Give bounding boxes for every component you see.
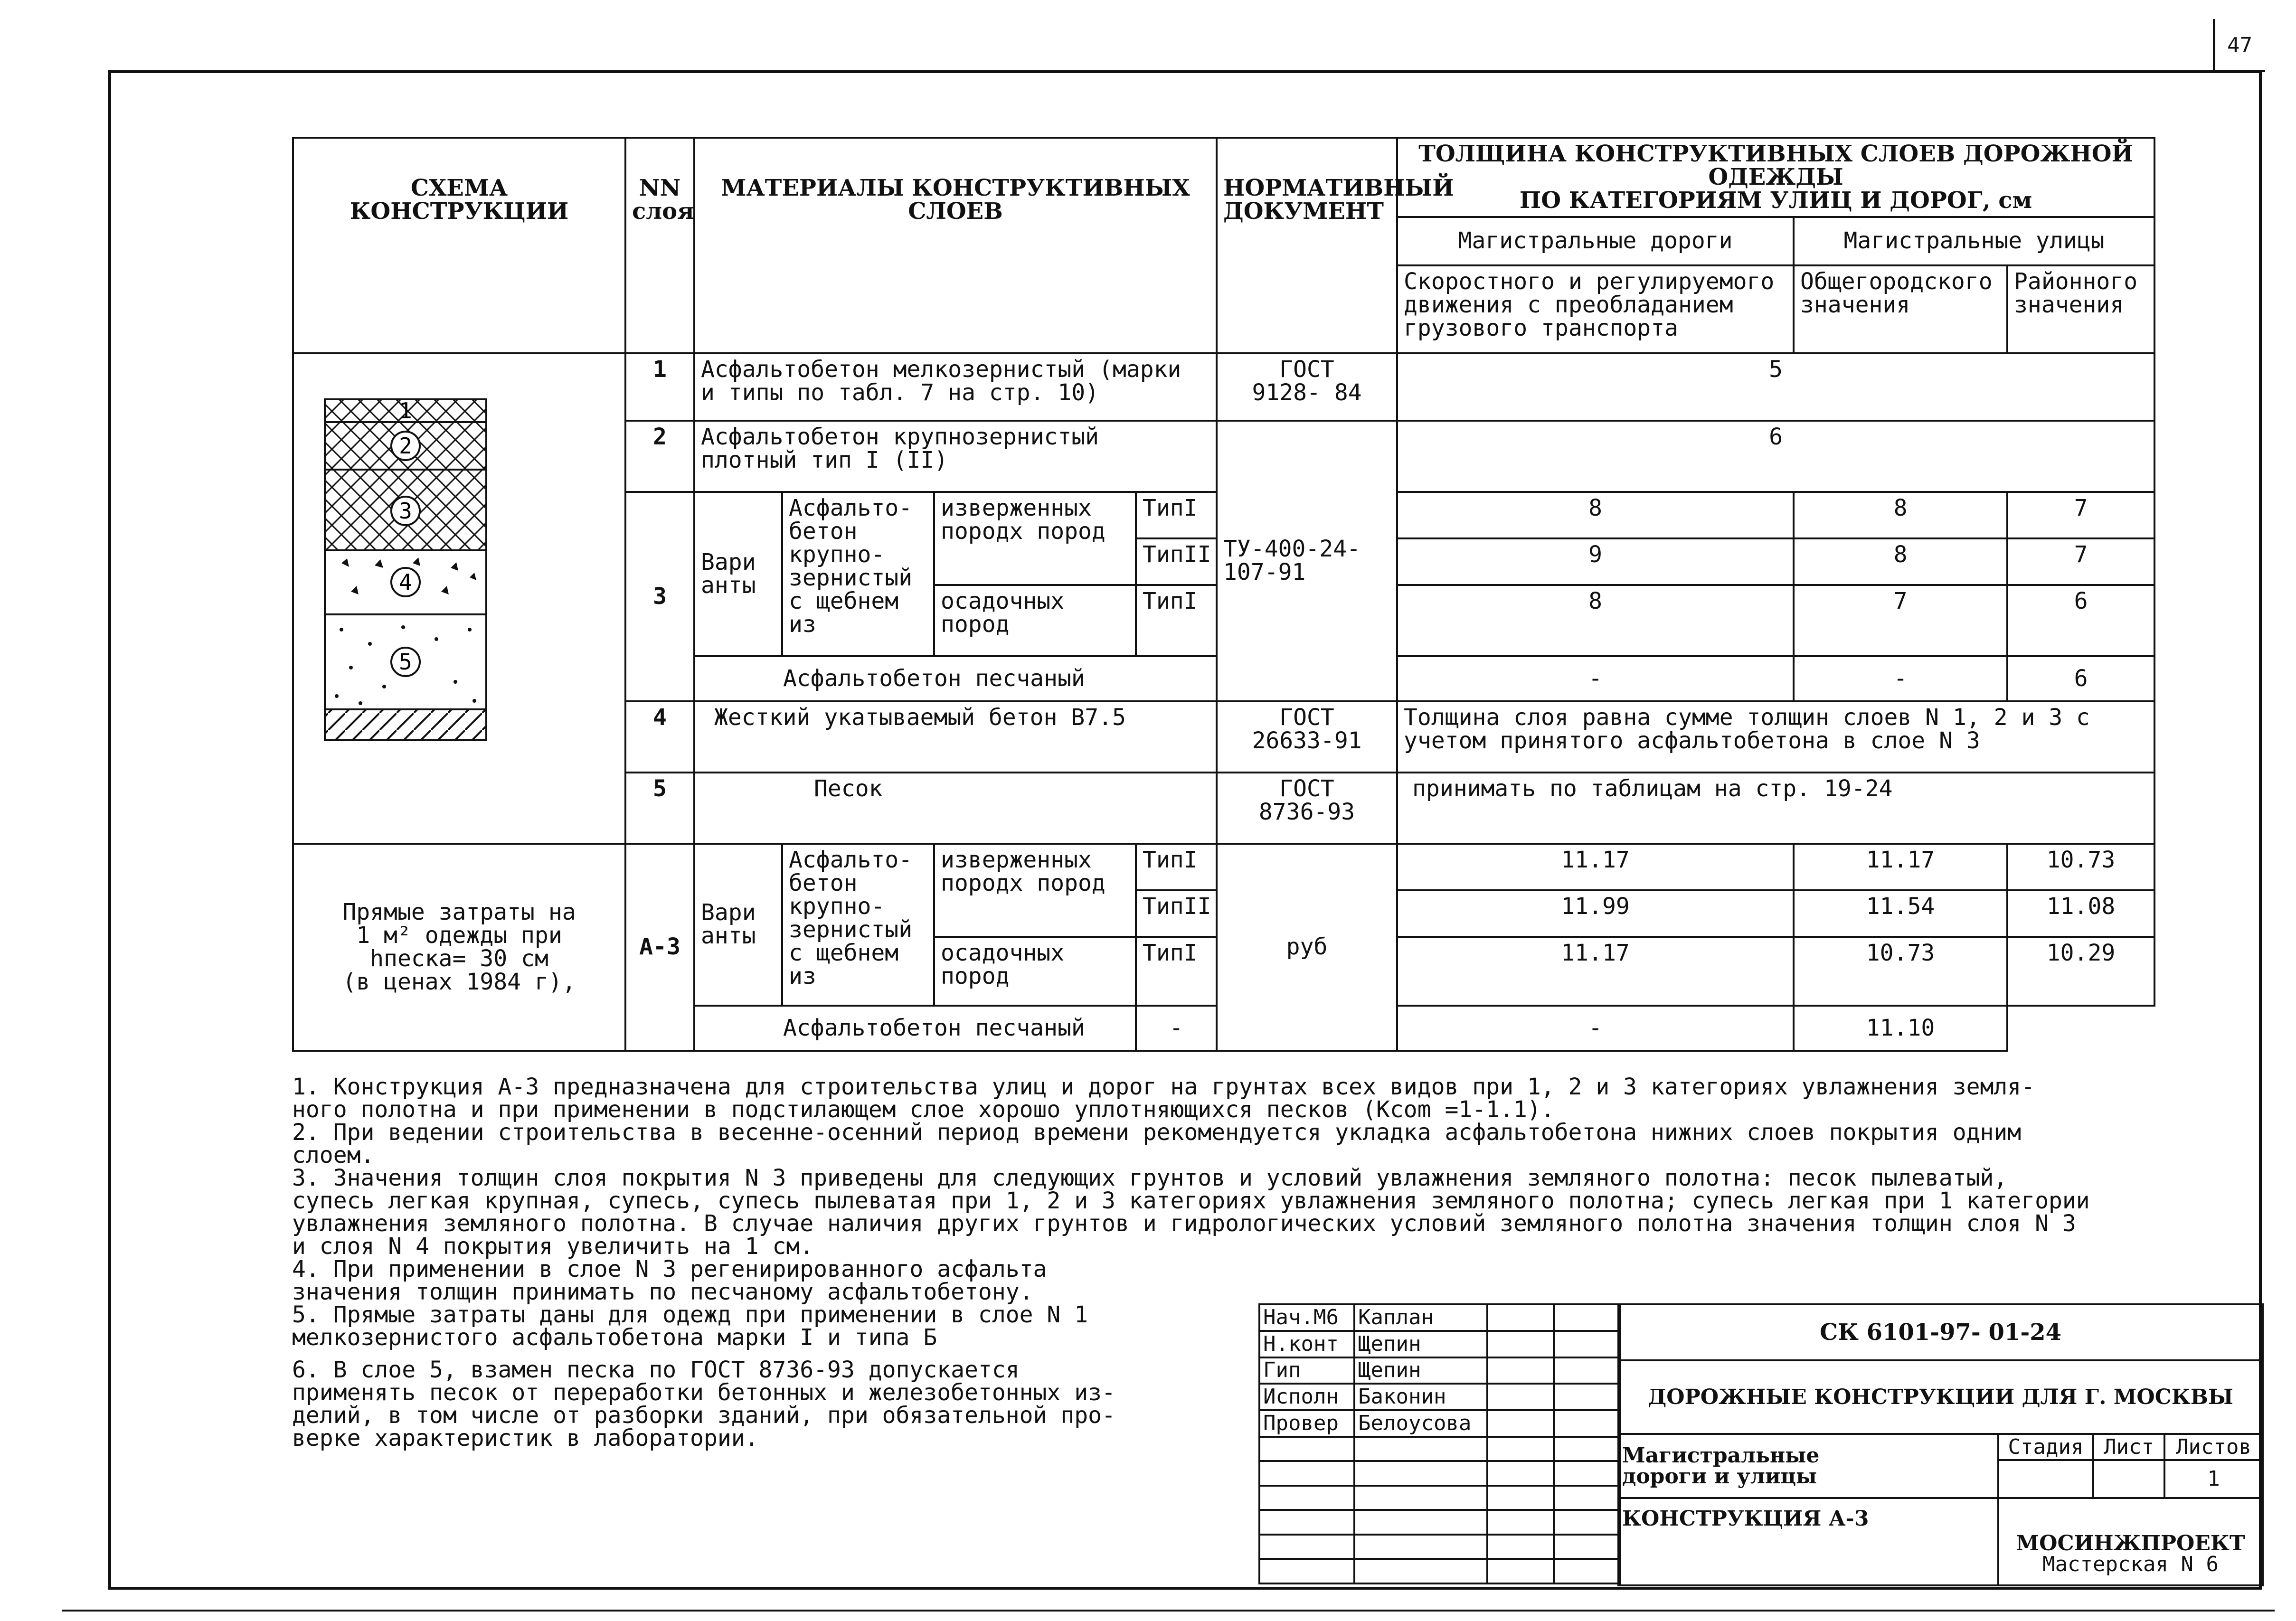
layer-3-sedimentary: осадочных пород bbox=[934, 585, 1136, 656]
signature-1 bbox=[1487, 1304, 1554, 1331]
cost-r3-city: 10.73 bbox=[1794, 937, 2007, 1006]
layer-1-no: 1 bbox=[625, 353, 694, 421]
cost-type-1: ТипI bbox=[1136, 844, 1217, 890]
header-col-fast: Скоростного и регулируемого движения с преобладанием грузового транспорта bbox=[1397, 265, 1794, 353]
note-6: 6. В слое 5, взамен песка по ГОСТ 8736-93 допускается применять песок от переработки бетонных и железобетонных из- делий, в том числе от разборки зданий, при обязательной про- верке характеристик в лаборатории. bbox=[292, 1357, 1115, 1451]
layer-5-doc: ГОСТ 8736-93 bbox=[1217, 773, 1397, 844]
layer-1-doc: ГОСТ 9128- 84 bbox=[1217, 353, 1397, 421]
layer-3-r4-fast: - bbox=[1397, 656, 1794, 701]
header-thickness: ТОЛЩИНА КОНСТРУКТИВНЫХ СЛОЕВ ДОРОЖНОЙ ОДЕЖДЫ ПО КАТЕГОРИЯМ УЛИЦ И ДОРОГ, см bbox=[1397, 138, 2154, 217]
cost-r2-district: 11.08 bbox=[2007, 890, 2154, 937]
workshop-name: Мастерская N 6 bbox=[2042, 1552, 2219, 1576]
cost-r4-district: 11.10 bbox=[1794, 1006, 2007, 1051]
cost-r4-fast: - bbox=[1136, 1006, 1217, 1051]
signature-grid bbox=[1258, 1303, 1621, 1584]
cost-r1-district: 10.73 bbox=[2007, 844, 2154, 890]
note-5: 5. Прямые затраты даны для одежд при применении в слое N 1 мелкозернистого асфальтобетона марки I и типа Б bbox=[292, 1301, 1088, 1351]
header-main-streets: Магистральные улицы bbox=[1794, 217, 2154, 265]
cost-r4-city: - bbox=[1397, 1006, 1794, 1051]
scheme-label-3: 3 bbox=[399, 498, 412, 524]
header-layer-no: NN слоя bbox=[625, 138, 694, 353]
cost-variants: Вари анты bbox=[694, 844, 782, 1006]
layer-3-asphalt: Асфальто- бетон крупно- зернистый с щебнем из bbox=[782, 492, 934, 656]
layer-4-material: Жесткий укатываемый бетон В7.5 bbox=[694, 701, 1217, 773]
sheets-value: 1 bbox=[2164, 1460, 2263, 1498]
cost-r3-fast: 11.17 bbox=[1397, 937, 1794, 1006]
layer-3-type-1: ТипI bbox=[1136, 492, 1217, 538]
layer-3-r2-city: 8 bbox=[1794, 538, 2007, 585]
layer-3-type-2: ТипII bbox=[1136, 538, 1217, 585]
cost-sand-asphalt: Асфальтобетон песчаный bbox=[694, 1006, 1136, 1051]
role-2: Н.конт bbox=[1259, 1331, 1354, 1357]
layer-3-sand-asphalt: Асфальтобетон песчаный bbox=[694, 656, 1217, 701]
layer-5-no: 5 bbox=[625, 773, 694, 844]
name-3: Щепин bbox=[1354, 1357, 1487, 1384]
cost-igneous: изверженных породх пород bbox=[934, 844, 1136, 937]
layer-1-thickness: 5 bbox=[1397, 353, 2154, 421]
layer-3-r3-district: 6 bbox=[2007, 585, 2154, 656]
stage-value bbox=[1998, 1460, 2093, 1498]
layer-3-igneous: изверженных породх пород bbox=[934, 492, 1136, 585]
drawing-title: ДОРОЖНЫЕ КОНСТРУКЦИИ ДЛЯ Г. МОСКВЫ bbox=[1618, 1360, 2263, 1434]
page-number: 47 bbox=[2227, 33, 2252, 57]
role-4: Исполн bbox=[1259, 1384, 1354, 1410]
cost-r1-fast: 11.17 bbox=[1397, 844, 1794, 890]
layer-3-r2-fast: 9 bbox=[1397, 538, 1794, 585]
layer-2-thickness: 6 bbox=[1397, 421, 2154, 492]
header-materials: МАТЕРИАЛЫ КОНСТРУКТИВНЫХ СЛОЕВ bbox=[694, 138, 1217, 353]
header-col-district: Районного значения bbox=[2007, 265, 2154, 353]
layer-3-no: 3 bbox=[625, 492, 694, 701]
layer-3-r3-city: 7 bbox=[1794, 585, 2007, 656]
scheme-label-4: 4 bbox=[399, 569, 412, 595]
stage-label: Стадия bbox=[1998, 1434, 2093, 1460]
scheme-label-2: 2 bbox=[399, 433, 412, 459]
note-3: 3. Значения толщин слоя покрытия N 3 приведены для следующих грунтов и условий увлажнения земляного полотна: песок пылеватый, супесь легкая крупная, супесь, супесь пылеватая при 1, 2 и 3 категориях увлажнения земляного полотна; супесь легкая при 1 категории увлажнения земляного полотна. В случае наличия других грунтов и гидрологических условий земляного полотна значения толщин слоя N 3 и слоя N 4 покрытия увеличить на 1 см. bbox=[292, 1165, 2090, 1260]
cost-sedimentary: осадочных пород bbox=[934, 937, 1136, 1006]
signature-3 bbox=[1487, 1357, 1554, 1384]
layer-4-doc: ГОСТ 26633-91 bbox=[1217, 701, 1397, 773]
layer-3-r1-district: 7 bbox=[2007, 492, 2154, 538]
organization-name: МОСИНЖПРОЕКТ bbox=[2016, 1531, 2245, 1555]
layer-4-thickness: Толщина слоя равна сумме толщин слоев N 1, 2 и 3 с учетом принятого асфальтобетона в слое N 3 bbox=[1397, 701, 2154, 773]
layer-3-type-3: ТипI bbox=[1136, 585, 1217, 656]
layer-3-r1-city: 8 bbox=[1794, 492, 2007, 538]
cost-r1-city: 11.17 bbox=[1794, 844, 2007, 890]
layer-4-no: 4 bbox=[625, 701, 694, 773]
layer-3-r1-fast: 8 bbox=[1397, 492, 1794, 538]
sheets-label: Листов bbox=[2164, 1434, 2263, 1460]
layer-3-doc: ТУ-400-24- 107-91 bbox=[1217, 421, 1397, 701]
cost-type-2: ТипII bbox=[1136, 890, 1217, 937]
name-5: Белоусова bbox=[1354, 1410, 1487, 1437]
construction-scheme-cell bbox=[293, 353, 625, 844]
header-col-city: Общегородского значения bbox=[1794, 265, 2007, 353]
layer-5-material: Песок bbox=[694, 773, 1217, 844]
organization-cell bbox=[1998, 1498, 2263, 1585]
note-2: 2. При ведении строительства в весенне-осенний период времени рекомендуется укладка асфальтобетона нижних слоев покрытия одним слоем. bbox=[292, 1119, 2022, 1169]
drawing-code: СК 6101-97- 01-24 bbox=[1618, 1304, 2263, 1360]
cost-r2-fast: 11.99 bbox=[1397, 890, 1794, 937]
note-1: 1. Конструкция А-3 предназначена для строительства улиц и дорог на грунтах всех видов при 1, 2 и 3 категориях увлажнения земля- ного полотна и при применении в подстилающем слое хорошо уплотняющихся песков (Ксоm =1-1.1). bbox=[292, 1074, 2035, 1123]
signature-4 bbox=[1487, 1384, 1554, 1410]
cost-type-3: ТипI bbox=[1136, 937, 1217, 1006]
cost-label: Прямые затраты на 1 м² одежды при hпеска= 30 см (в ценах 1984 г), bbox=[293, 844, 625, 1051]
layer-3-r3-fast: 8 bbox=[1397, 585, 1794, 656]
signature-5 bbox=[1487, 1410, 1554, 1437]
name-1: Каплан bbox=[1354, 1304, 1487, 1331]
sheet-label: Лист bbox=[2093, 1434, 2164, 1460]
role-3: Гип bbox=[1259, 1357, 1354, 1384]
layer-2-material: Асфальтобетон крупнозернистый плотный тип I (II) bbox=[694, 421, 1217, 492]
layer-3-r2-district: 7 bbox=[2007, 538, 2154, 585]
cost-asphalt: Асфальто- бетон крупно- зернистый с щебнем из bbox=[782, 844, 934, 1006]
title-block bbox=[1617, 1303, 2264, 1586]
cost-r2-city: 11.54 bbox=[1794, 890, 2007, 937]
header-main-roads: Магистральные дороги bbox=[1397, 217, 1794, 265]
layer-3-variants: Вари анты bbox=[694, 492, 782, 656]
cost-construction-no: А-3 bbox=[625, 844, 694, 1051]
scheme-label-5: 5 bbox=[399, 649, 412, 675]
layer-2-no: 2 bbox=[625, 421, 694, 492]
role-1: Нач.М6 bbox=[1259, 1304, 1354, 1331]
layer-5-thickness: принимать по таблицам на стр. 19-24 bbox=[1397, 773, 2154, 844]
scheme-label-1: 1 bbox=[399, 397, 412, 424]
name-4: Баконин bbox=[1354, 1384, 1487, 1410]
construction-scheme-diagram bbox=[294, 354, 626, 772]
cost-unit: руб bbox=[1217, 844, 1397, 1051]
sheet-value bbox=[2093, 1460, 2164, 1498]
header-norm-doc: НОРМАТИВНЫЙ ДОКУМЕНТ bbox=[1217, 138, 1397, 353]
signature-2 bbox=[1487, 1331, 1554, 1357]
layer-1-material: Асфальтобетон мелкозернистый (марки и типы по табл. 7 на стр. 10) bbox=[694, 353, 1217, 421]
layer-3-r4-city: - bbox=[1794, 656, 2007, 701]
note-4: 4. При применении в слое N 3 регенирированного асфальта значения толщин принимать по песчаному асфальтобетону. bbox=[292, 1256, 1047, 1305]
bottom-rule bbox=[62, 1610, 2275, 1612]
header-scheme: СХЕМА КОНСТРУКЦИИ bbox=[293, 138, 625, 353]
drawing-subject: Магистральные дороги и улицы bbox=[1618, 1434, 1998, 1498]
layer-3-r4-district: 6 bbox=[2007, 656, 2154, 701]
construction-name: КОНСТРУКЦИЯ А-3 bbox=[1618, 1498, 1998, 1585]
layers-table bbox=[292, 137, 2155, 1052]
role-5: Провер bbox=[1259, 1410, 1354, 1437]
cost-r3-district: 10.29 bbox=[2007, 937, 2154, 1006]
name-2: Щепин bbox=[1354, 1331, 1487, 1357]
